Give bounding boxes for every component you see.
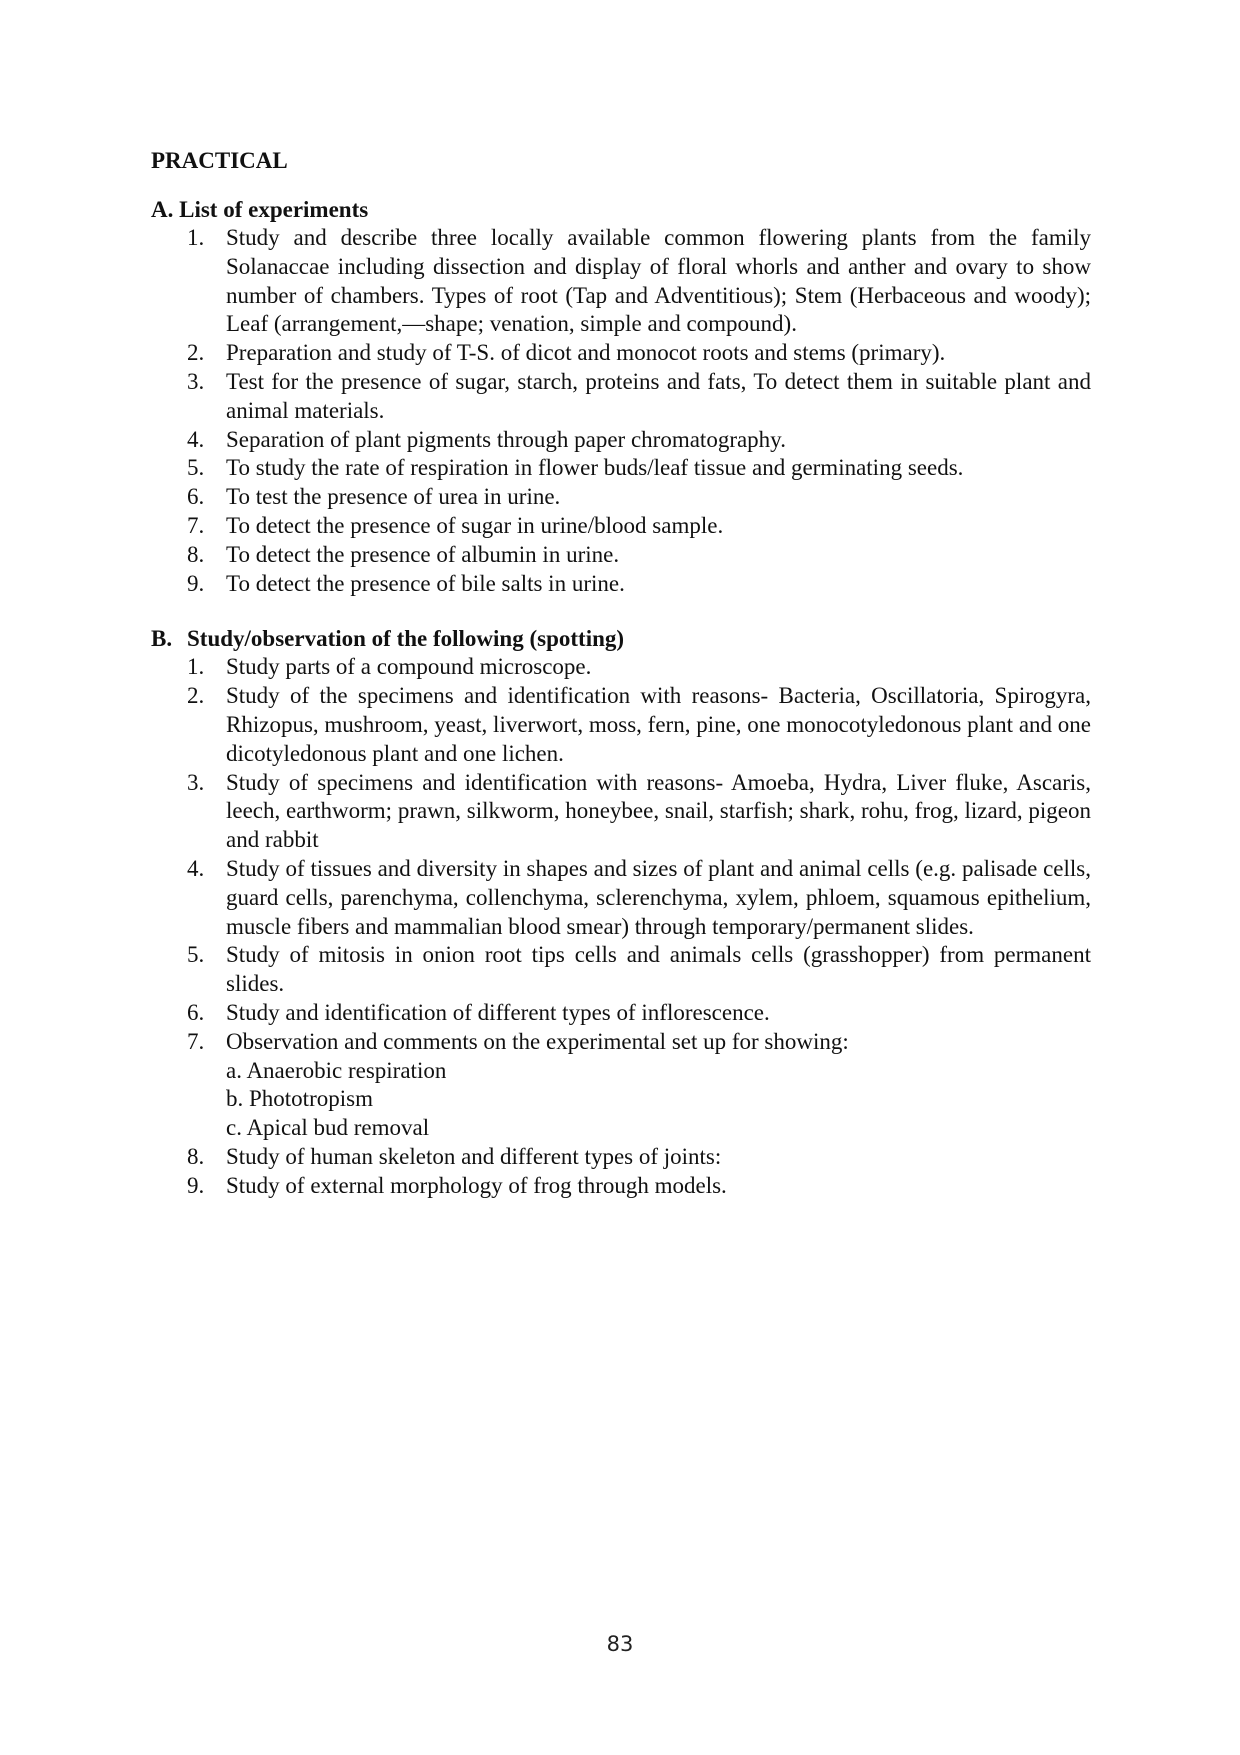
item-text: Preparation and study of T-S. of dicot and monocot roots and stems (primary). (226, 340, 946, 366)
item-number: 8. (187, 541, 205, 567)
item-number: 3. (187, 368, 205, 394)
section-a-title-text: List of experiments (179, 197, 369, 222)
experiments-list (151, 224, 1091, 598)
item-text: Study of tissues and diversity in shapes and sizes of plant and animal cells (e.g. palisade cells, guard cells, parenchyma, collenchyma, sclerenchyma, xylem, phloem, squamous epithelium, muscle fibers and mammalian blood smear) through temporary/permanent slides. (226, 855, 1091, 939)
item-text: To study the rate of respiration in flower buds/leaf tissue and germinating seeds. (226, 455, 964, 481)
list-item (151, 1143, 1091, 1172)
item-text: Observation and comments on the experimental set up for showing: (226, 1028, 849, 1054)
item-number: 5. (187, 455, 205, 481)
item-number: 1. (187, 654, 205, 680)
item-text: Study of the specimens and identification with reasons- Bacteria, Oscillatoria, Spirogyra, Rhizopus, mushroom, yeast, liverwort, moss, fern, pine, one monocotyledonous plant and one dicotyledonous plant and one lichen. (226, 683, 1091, 766)
item-number: 5. (187, 942, 205, 968)
item-number: 2. (187, 340, 205, 366)
list-item (151, 653, 1091, 682)
item-text: Study parts of a compound microscope. (226, 654, 592, 680)
item-number: 8. (187, 1143, 205, 1169)
page-number: 83 (606, 1632, 634, 1656)
list-item (151, 541, 1091, 570)
item-text: Study and identification of different types of inflorescence. (226, 999, 770, 1025)
item-number: 7. (187, 512, 205, 538)
sub-item: a. Anaerobic respiration (226, 1057, 447, 1083)
section-b-letter: B. (151, 626, 173, 652)
item-text: Test for the presence of sugar, starch, proteins and fats, To detect them in suitable plant and animal materials. (226, 368, 1091, 423)
item-number: 7. (187, 1028, 205, 1054)
item-text: Study and describe three locally available common flowering plants from the family Solanaccae including dissection and display of floral whorls and anther and ovary to show number of chambers. Types of root (Tap and Adventitious); Stem (Herbaceous and woody); Leaf (arrangement,—shape; venation, simple and compound). (226, 225, 1091, 337)
section-b-title-text: Study/observation of the following (spotting) (187, 626, 625, 652)
list-item (151, 682, 1091, 768)
list-item (151, 999, 1091, 1028)
list-item (151, 941, 1091, 999)
item-number: 4. (187, 426, 205, 452)
item-number: 3. (187, 769, 205, 795)
item-number: 9. (187, 1172, 205, 1198)
page-heading: PRACTICAL (151, 148, 288, 173)
sub-item: c. Apical bud removal (226, 1115, 430, 1141)
list-item (151, 483, 1091, 512)
item-number: 6. (187, 484, 205, 510)
list-item (151, 769, 1091, 855)
page-content (151, 146, 1091, 1201)
list-item (151, 224, 1091, 339)
list-item (151, 1172, 1091, 1201)
list-item (151, 570, 1091, 599)
item-number: 2. (187, 683, 205, 709)
list-item (151, 339, 1091, 368)
item-text: To detect the presence of sugar in urine/blood sample. (226, 512, 724, 538)
section-a-letter: A. (151, 197, 174, 222)
item-text: To detect the presence of bile salts in urine. (226, 570, 625, 596)
spotting-list (151, 653, 1091, 1200)
list-item (151, 368, 1091, 426)
item-number: 4. (187, 855, 205, 881)
item-text: Study of specimens and identification with reasons- Amoeba, Hydra, Liver fluke, Ascaris, leech, earthworm; prawn, silkworm, honeybee, snail, starfish; shark, rohu, frog, lizard, pigeon and rabbit (226, 769, 1091, 853)
item-number: 6. (187, 999, 205, 1025)
item-text: To test the presence of urea in urine. (226, 484, 561, 510)
item-text: Separation of plant pigments through paper chromatography. (226, 426, 786, 452)
list-item (151, 454, 1091, 483)
section-b-title (151, 624, 1091, 653)
list-item (151, 512, 1091, 541)
item-number: 1. (187, 225, 205, 250)
list-item (151, 1028, 1091, 1143)
sub-item: b. Phototropism (226, 1086, 373, 1112)
item-text: Study of human skeleton and different types of joints: (226, 1143, 722, 1169)
item-number: 9. (187, 570, 205, 596)
section-a-title (151, 195, 1091, 224)
item-text: Study of external morphology of frog through models. (226, 1172, 727, 1198)
item-text: Study of mitosis in onion root tips cells and animals cells (grasshopper) from permanent slides. (226, 942, 1091, 997)
list-item (151, 426, 1091, 455)
list-item (151, 855, 1091, 941)
item-text: To detect the presence of albumin in urine. (226, 541, 620, 567)
